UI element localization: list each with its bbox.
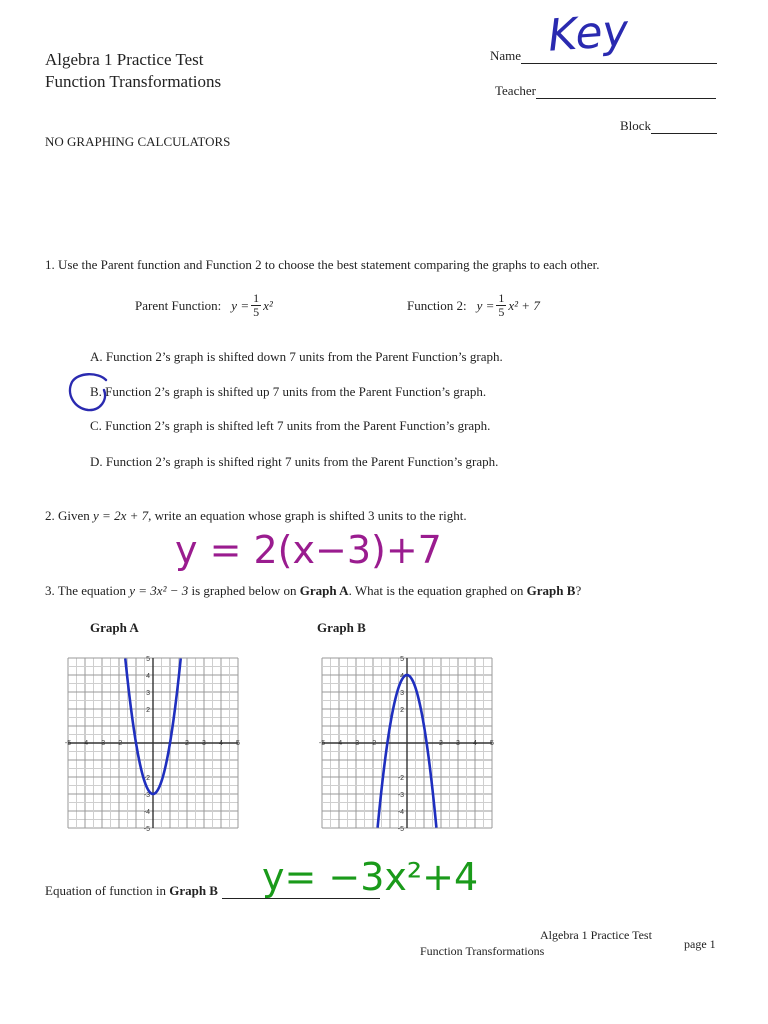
block-field bbox=[620, 118, 717, 134]
q3-prompt-equation: y = 3x² − 3 bbox=[129, 583, 189, 598]
q3-prompt-mid2: . What is the equation graphed on bbox=[348, 583, 527, 598]
teacher-field bbox=[495, 83, 716, 99]
graph-a-x-tick-label: -4 bbox=[81, 740, 89, 747]
title-line-1: Algebra 1 Practice Test bbox=[45, 50, 204, 69]
q3-prompt-graph-a: Graph A bbox=[299, 583, 349, 598]
graph-a-y-tick-label: -4 bbox=[143, 809, 150, 816]
q1-option-b[interactable]: B. Function 2’s graph is shifted up 7 units from the Parent Function’s graph. bbox=[90, 384, 487, 399]
graph-a-x-tick-label: 3 bbox=[202, 740, 206, 747]
graph-a-x-tick-label: -5 bbox=[64, 740, 72, 747]
q1-option-a[interactable]: A. Function 2’s graph is shifted down 7 units from the Parent Function’s graph. bbox=[90, 349, 503, 364]
graph-a-y-tick-label: -5 bbox=[143, 826, 150, 833]
graph-a-y-tick-label: -3 bbox=[143, 792, 150, 799]
q3-prompt-pre: 3. The equation bbox=[45, 583, 130, 598]
graph-b-y-tick-label: 2 bbox=[400, 707, 404, 714]
q2-handwritten-answer: y = 2(x−3)+7 bbox=[175, 528, 442, 572]
q2-prompt-equation: y = 2x + 7 bbox=[93, 508, 149, 523]
name-handwritten-answer: Key bbox=[546, 5, 631, 62]
no-calculators-notice: NO GRAPHING CALCULATORS bbox=[45, 134, 231, 149]
graph-b-y-tick-label: 3 bbox=[400, 690, 404, 697]
name-label: Name bbox=[490, 48, 522, 63]
parent-lhs: y = bbox=[231, 297, 250, 313]
q1-function-2 bbox=[407, 292, 540, 319]
graph-b-x-tick-label: 2 bbox=[439, 740, 443, 747]
q3-prompt bbox=[45, 583, 581, 599]
graph-b-title: Graph B bbox=[317, 620, 366, 635]
q2-prompt bbox=[45, 508, 467, 524]
q1-option-d[interactable]: D. Function 2’s graph is shifted right 7 units from the Parent Function’s graph. bbox=[90, 454, 499, 469]
answer-circle-mark bbox=[66, 370, 112, 414]
q1-parent-function bbox=[135, 292, 273, 319]
graph-b-y-tick-label: -4 bbox=[397, 809, 404, 816]
f2-fraction: $\frac{1}{5}$ bbox=[498, 291, 505, 319]
function-2-label: Function 2: bbox=[407, 297, 467, 313]
footer-page-number: page 1 bbox=[684, 937, 716, 951]
graph-b-x-tick-label: -2 bbox=[369, 740, 377, 747]
graph-a-x-tick-label: 4 bbox=[219, 740, 223, 747]
graph-a-y-tick-label: 3 bbox=[146, 690, 150, 697]
footer-line-1: Algebra 1 Practice Test bbox=[540, 928, 652, 942]
graph-b-chart bbox=[314, 652, 498, 840]
graph-b-x-tick-label: -3 bbox=[352, 740, 360, 747]
q3-handwritten-answer: y= −3x²+4 bbox=[262, 855, 479, 899]
teacher-line bbox=[536, 84, 716, 99]
q3-answer-label-pre: Equation of function in bbox=[45, 883, 170, 898]
q1-option-c[interactable]: C. Function 2’s graph is shifted left 7 units from the Parent Function’s graph. bbox=[90, 418, 491, 433]
graph-a-y-tick-label: -2 bbox=[143, 775, 150, 782]
title-line-2: Function Transformations bbox=[45, 72, 222, 91]
graph-b-y-tick-label: -2 bbox=[397, 775, 404, 782]
f2-rhs: x² + 7 bbox=[508, 297, 540, 313]
q2-prompt-pre: 2. Given bbox=[45, 508, 94, 523]
q3-prompt-mid: is graphed below on bbox=[188, 583, 300, 598]
q3-answer-label-bold: Graph B bbox=[169, 883, 218, 898]
parent-fraction: $\frac{1}{5}$ bbox=[253, 291, 260, 319]
graph-b-x-tick-label: 5 bbox=[490, 740, 494, 747]
graph-b-x-tick-label: 4 bbox=[473, 740, 477, 747]
graph-b-y-tick-label: -3 bbox=[397, 792, 404, 799]
q1-prompt: 1. Use the Parent function and Function 2 to choose the best statement comparing the graphs to each other. bbox=[45, 257, 600, 272]
graph-b-y-tick-label: -5 bbox=[397, 826, 404, 833]
graph-a-x-tick-label: -3 bbox=[98, 740, 106, 747]
block-line bbox=[651, 119, 717, 134]
q2-prompt-post: , write an equation whose graph is shifted 3 units to the right. bbox=[148, 508, 467, 523]
graph-b-x-tick-label: 3 bbox=[456, 740, 460, 747]
footer-line-2: Function Transformations bbox=[420, 944, 545, 958]
graph-b-x-tick-label: -4 bbox=[335, 740, 343, 747]
graph-b-y-tick-label: 4 bbox=[400, 673, 404, 680]
parent-function-label: Parent Function: bbox=[135, 297, 222, 313]
f2-lhs: y = bbox=[476, 297, 495, 313]
q3-prompt-graph-b: Graph B bbox=[526, 583, 576, 598]
graph-a-y-tick-label: 2 bbox=[146, 707, 150, 714]
teacher-label: Teacher bbox=[495, 83, 536, 98]
graph-a-y-tick-label: 4 bbox=[146, 673, 150, 680]
graph-a-x-tick-label: 2 bbox=[185, 740, 189, 747]
graph-a-x-tick-label: 5 bbox=[236, 740, 240, 747]
graph-a-x-tick-label: -2 bbox=[115, 740, 123, 747]
graph-a-y-tick-label: 5 bbox=[146, 656, 150, 663]
graph-a-chart bbox=[60, 652, 244, 840]
parent-rhs: x² bbox=[263, 297, 273, 313]
block-label: Block bbox=[620, 118, 652, 133]
graph-b-x-tick-label: -5 bbox=[318, 740, 326, 747]
graph-b-y-tick-label: 5 bbox=[400, 656, 404, 663]
graph-a-title: Graph A bbox=[90, 620, 139, 635]
q3-prompt-end: ? bbox=[575, 583, 582, 598]
